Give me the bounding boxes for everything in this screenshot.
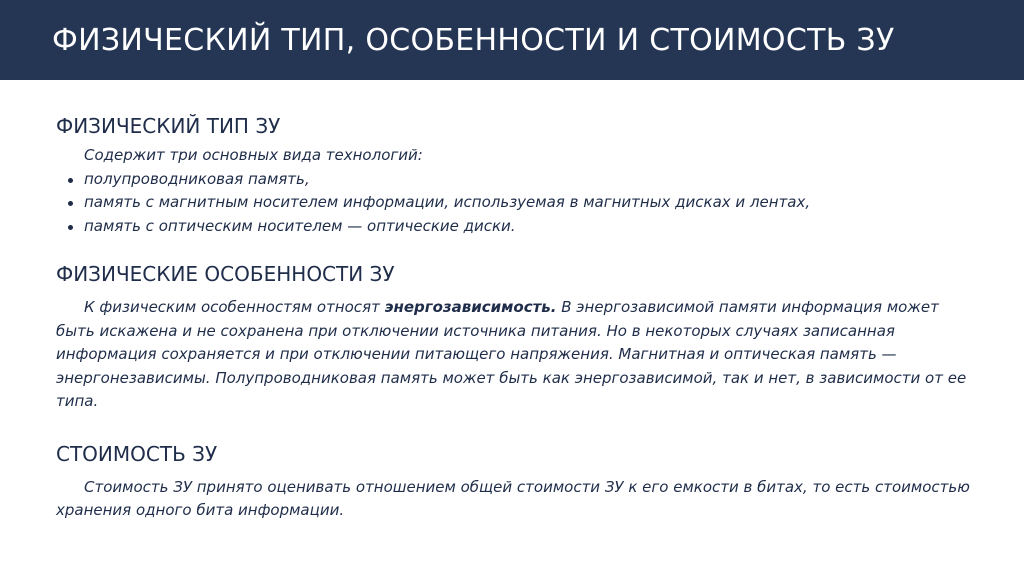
slide-header (0, 0, 1024, 80)
section-intro: Содержит три основных вида технологий: (84, 146, 423, 164)
list-item-text: память с магнитным носителем информации, используемая в магнитных дисках и лентах, (84, 193, 811, 211)
slide-content (56, 112, 976, 523)
list-item-text: память с оптическим носителем — оптические диски. (84, 216, 516, 235)
section-title: ФИЗИЧЕСКИЕ ОСОБЕННОСТИ ЗУ (56, 262, 395, 286)
slide-title: ФИЗИЧЕСКИЙ ТИП, ОСОБЕННОСТИ И СТОИМОСТЬ ЗУ (52, 22, 895, 58)
section-paragraph (56, 296, 976, 414)
list-item (56, 215, 976, 239)
bullet-list (56, 168, 976, 239)
section-physical-features (56, 260, 976, 414)
paragraph-text: В энергозависимой памяти информация может быть искажена и не сохранена при отключении источника питания. Но в некоторых случаях записанная информация сохраняется и при отключении питающего напряжения. Магнитная и оптическая память — энергонезависимы. Полупроводниковая память может быть как энергозависимой, так и нет, в зависимости от ее типа. (56, 298, 967, 410)
list-item-text: полупроводниковая память, (84, 169, 310, 188)
paragraph-text: К физическим особенностям относят (84, 298, 385, 316)
paragraph-bold-term: энергозависимость. (384, 298, 557, 316)
section-paragraph: Стоимость ЗУ принято оценивать отношением общей стоимости ЗУ к его емкости в битах, то есть стоимостью хранения одного бита информации. (56, 477, 970, 519)
section-title: СТОИМОСТЬ ЗУ (56, 441, 218, 466)
section-title: ФИЗИЧЕСКИЙ ТИП ЗУ (56, 114, 281, 138)
bullet-icon (68, 225, 73, 230)
list-item (56, 168, 976, 192)
section-physical-type (56, 112, 976, 238)
list-item (56, 191, 976, 215)
section-cost (56, 440, 976, 523)
bullet-icon (68, 178, 73, 183)
bullet-icon (68, 201, 73, 206)
